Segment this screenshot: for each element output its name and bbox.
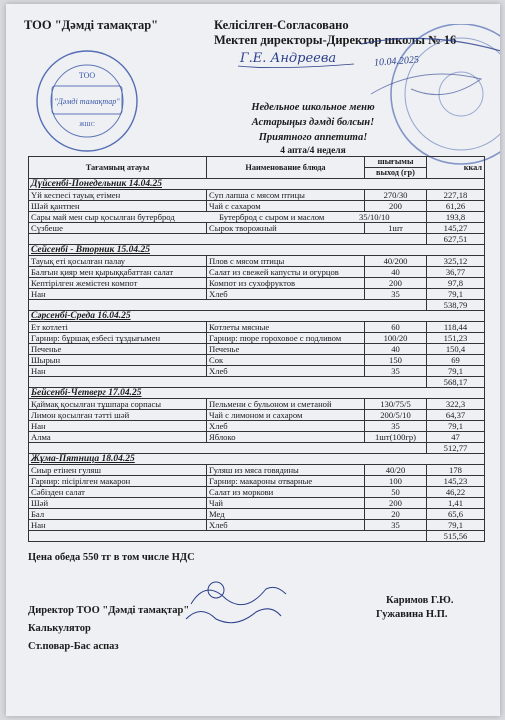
approval-signature-text: Г.Е. Андреева xyxy=(240,51,337,66)
dish-name-kz: Балғын қияр мен қырыққабаттан салат xyxy=(29,267,207,278)
dish-name-kz: Шәй қантпен xyxy=(29,201,207,212)
approval-date: 10.04.2025 xyxy=(373,54,420,69)
dish-output: 60 xyxy=(365,322,427,333)
header-output-kz: шығымы xyxy=(365,157,427,168)
chef-label: Ст.повар-Бас аспаз xyxy=(28,641,119,652)
dish-name-kz: Ет котлеті xyxy=(29,322,207,333)
dish-kcal: 79,1 xyxy=(427,520,485,531)
header-output-ru: выход (гр) xyxy=(365,168,427,179)
dish-kcal: 193,8 xyxy=(427,212,485,223)
dish-name-ru: Гуляш из мяса говядины xyxy=(207,465,365,476)
table-row xyxy=(29,190,485,201)
day-title: Бейсенбі-Четверг 17.04.25 xyxy=(29,388,485,399)
day-row xyxy=(29,245,485,256)
dish-name-ru: Салат из свежей капусты и огурцов xyxy=(207,267,365,278)
dish-kcal: 227,18 xyxy=(427,190,485,201)
dish-output: 130/75/5 xyxy=(365,399,427,410)
dish-kcal: 150,4 xyxy=(427,344,485,355)
total-row xyxy=(29,234,485,245)
day-row xyxy=(29,311,485,322)
header-kcal: ккал xyxy=(427,157,485,179)
dish-kcal: 97,8 xyxy=(427,278,485,289)
day-title: Сәрсенбі-Среда 16.04.25 xyxy=(29,311,485,322)
dish-kcal: 145,23 xyxy=(427,476,485,487)
calculator-label: Калькулятор xyxy=(28,623,91,634)
dish-name-kz: Сүзбеше xyxy=(29,223,207,234)
dish-name-kz: Алма xyxy=(29,432,207,443)
week-label: 4 апта/4 неделя xyxy=(280,146,346,156)
dish-name-ru: Хлеб xyxy=(207,520,365,531)
total-spacer xyxy=(29,443,427,454)
table-row xyxy=(29,476,485,487)
dish-kcal: 118,44 xyxy=(427,322,485,333)
day-row xyxy=(29,179,485,190)
dish-name-ru: Хлеб xyxy=(207,421,365,432)
menu-greeting-ru: Приятного аппетита! xyxy=(258,132,368,143)
stamp-name-text: "Дәмді тамақтар" xyxy=(54,97,120,106)
dish-name-ru: Хлеб xyxy=(207,366,365,377)
dish-name-kz: Сәбізден салат xyxy=(29,487,207,498)
dish-kcal: 325,12 xyxy=(427,256,485,267)
dish-name-kz: Сары май мен сыр қосылған бутерброд xyxy=(31,212,175,222)
menu-greeting-kz: Астарыңыз дәмді болсын! xyxy=(251,117,375,128)
dish-name-ru: Гарнир: макароны отварные xyxy=(207,476,365,487)
table-row xyxy=(29,267,485,278)
dish-name-ru: Компот из сухофруктов xyxy=(207,278,365,289)
dish-output: 100 xyxy=(365,476,427,487)
table-row xyxy=(29,465,485,476)
dish-name-kz: Гарнир: бұршақ езбесі тұздығымен xyxy=(29,333,207,344)
dish-name-kz: Шырын xyxy=(29,355,207,366)
menu-heading xyxy=(6,100,500,145)
dish-combined-cell xyxy=(29,212,427,223)
dish-kcal: 64,37 xyxy=(427,410,485,421)
dish-kcal: 79,1 xyxy=(427,289,485,300)
dish-kcal: 47 xyxy=(427,432,485,443)
dish-output: 270/30 xyxy=(365,190,427,201)
table-row xyxy=(29,421,485,432)
total-spacer xyxy=(29,234,427,245)
company-name: ТОО "Дәмді тамақтар" xyxy=(24,18,159,32)
dish-output: 1шт(100гр) xyxy=(365,432,427,443)
day-title: Жұма-Пятница 18.04.25 xyxy=(29,454,485,465)
director-signature xyxy=(176,574,296,634)
total-spacer xyxy=(29,377,427,388)
dish-output: 200 xyxy=(365,278,427,289)
dish-name-kz: Нан xyxy=(29,520,207,531)
dish-kcal: 178 xyxy=(427,465,485,476)
table-row xyxy=(29,333,485,344)
table-row xyxy=(29,355,485,366)
table-row xyxy=(29,432,485,443)
menu-title: Недельное школьное меню xyxy=(251,102,375,113)
dish-output: 35 xyxy=(365,366,427,377)
dish-kcal: 79,1 xyxy=(427,366,485,377)
table-header-row xyxy=(29,157,485,168)
table-row xyxy=(29,498,485,509)
dish-kcal: 79,1 xyxy=(427,421,485,432)
dish-output: 40/200 xyxy=(365,256,427,267)
table-row xyxy=(29,289,485,300)
dish-name-kz: Кептірілген жемістен компот xyxy=(29,278,207,289)
dish-output: 35 xyxy=(365,520,427,531)
dish-output: 100/20 xyxy=(365,333,427,344)
dish-kcal: 145,27 xyxy=(427,223,485,234)
dish-output: 35/10/10 xyxy=(359,212,390,222)
dish-output: 35 xyxy=(365,421,427,432)
dish-name-kz: Сиыр етінен гуляш xyxy=(29,465,207,476)
dish-name-kz: Бал xyxy=(29,509,207,520)
total-row xyxy=(29,300,485,311)
dish-output: 150 xyxy=(365,355,427,366)
dish-name-kz: Нан xyxy=(29,421,207,432)
dish-kcal: 36,77 xyxy=(427,267,485,278)
dish-name-ru: Яблоко xyxy=(207,432,365,443)
dish-output: 200 xyxy=(365,498,427,509)
header-name-kz: Тағамның атауы xyxy=(29,157,207,179)
table-row xyxy=(29,344,485,355)
stamp-bottom-text: ЖШС xyxy=(79,122,95,128)
day-title: Дүйсенбі-Понедельник 14.04.25 xyxy=(29,179,485,190)
director-name: Каримов Г.Ю. xyxy=(386,595,454,606)
table-row xyxy=(29,212,485,223)
menu-document xyxy=(6,4,500,716)
dish-name-ru: Мед xyxy=(207,509,365,520)
day-total-kcal: 627,51 xyxy=(427,234,485,245)
table-row xyxy=(29,322,485,333)
dish-name-ru: Пельмени с бульоном и сметаной xyxy=(207,399,365,410)
day-total-kcal: 538,79 xyxy=(427,300,485,311)
stamp-top-text: ТОО xyxy=(78,71,96,80)
day-total-kcal: 568,17 xyxy=(427,377,485,388)
total-row xyxy=(29,443,485,454)
approval-line-1: Келісілген-Согласовано xyxy=(214,18,349,32)
dish-name-ru: Сырок творожный xyxy=(207,223,365,234)
dish-kcal: 151,23 xyxy=(427,333,485,344)
dish-kcal: 69 xyxy=(427,355,485,366)
dish-kcal: 322,3 xyxy=(427,399,485,410)
dish-output: 50 xyxy=(365,487,427,498)
table-row xyxy=(29,201,485,212)
dish-name-kz: Лимон қосылған тәтті шәй xyxy=(29,410,207,421)
dish-output: 35 xyxy=(365,289,427,300)
dish-name-ru: Чай xyxy=(207,498,365,509)
dish-kcal: 1,41 xyxy=(427,498,485,509)
total-row xyxy=(29,531,485,542)
dish-name-ru: Салат из моркови xyxy=(207,487,365,498)
dish-name-ru: Печенье xyxy=(207,344,365,355)
table-row xyxy=(29,366,485,377)
dish-name-ru: Котлеты мясные xyxy=(207,322,365,333)
dish-name-ru: Суп лапша с мясом птицы xyxy=(207,190,365,201)
day-total-kcal: 512,77 xyxy=(427,443,485,454)
table-row xyxy=(29,520,485,531)
table-row xyxy=(29,509,485,520)
dish-name-kz: Нан xyxy=(29,366,207,377)
day-title: Сейсенбі - Вторник 15.04.25 xyxy=(29,245,485,256)
dish-name-kz: Тауық еті қосылған палау xyxy=(29,256,207,267)
table-row xyxy=(29,256,485,267)
dish-name-ru: Плов с мясом птицы xyxy=(207,256,365,267)
dish-name-ru: Чай с лимоном и сахаром xyxy=(207,410,365,421)
day-total-kcal: 515,56 xyxy=(427,531,485,542)
table-row xyxy=(29,399,485,410)
dish-output: 1шт xyxy=(365,223,427,234)
dish-kcal: 61,26 xyxy=(427,201,485,212)
dish-output: 20 xyxy=(365,509,427,520)
calculator-name: Гужавина Н.П. xyxy=(376,609,448,620)
dish-output: 40/20 xyxy=(365,465,427,476)
day-row xyxy=(29,388,485,399)
dish-name-ru: Хлеб xyxy=(207,289,365,300)
day-row xyxy=(29,454,485,465)
dish-output: 40 xyxy=(365,267,427,278)
dish-name-kz: Гарнир: пісірілген макарон xyxy=(29,476,207,487)
dish-output: 200/5/10 xyxy=(365,410,427,421)
dish-kcal: 65,6 xyxy=(427,509,485,520)
director-label: Директор ТОО "Дәмді тамақтар" xyxy=(28,605,190,616)
dish-name-ru: Бутерброд с сыром и маслом xyxy=(219,212,325,222)
dish-name-ru: Сок xyxy=(207,355,365,366)
dish-name-kz: Нан xyxy=(29,289,207,300)
table-row xyxy=(29,223,485,234)
dish-name-kz: Үй кеспесі тауық етімен xyxy=(29,190,207,201)
total-spacer xyxy=(29,531,427,542)
dish-kcal: 46,22 xyxy=(427,487,485,498)
dish-name-kz: Қаймақ қосылған тұшпара сорпасы xyxy=(29,399,207,410)
dish-output: 200 xyxy=(365,201,427,212)
dish-name-kz: Шәй xyxy=(29,498,207,509)
dish-name-ru: Чай с сахаром xyxy=(207,201,365,212)
total-row xyxy=(29,377,485,388)
header-name-ru: Наименование блюда xyxy=(207,157,365,179)
dish-name-ru: Гарнир: пюре гороховое с подливом xyxy=(207,333,365,344)
dish-name-kz: Печенье xyxy=(29,344,207,355)
table-row xyxy=(29,410,485,421)
approval-line-2: Мектеп директоры-Директор школы № 16 xyxy=(214,33,457,47)
approval-signature xyxy=(236,44,356,70)
dish-output: 40 xyxy=(365,344,427,355)
lunch-price: Цена обеда 550 тг в том числе НДС xyxy=(28,552,195,563)
total-spacer xyxy=(29,300,427,311)
table-row xyxy=(29,487,485,498)
menu-table xyxy=(28,156,485,542)
table-row xyxy=(29,278,485,289)
